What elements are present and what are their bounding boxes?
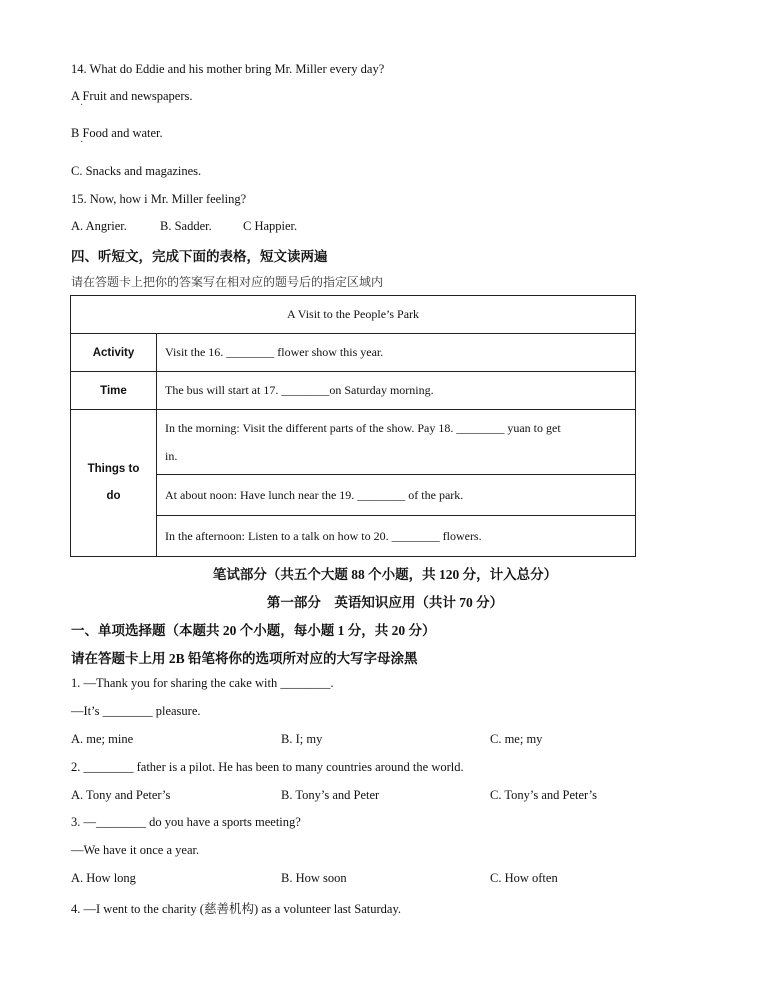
afternoon-text: In the afternoon: Listen to a talk on how to 20. ________ flowers.: [157, 516, 636, 557]
question-1-reply: —It’s ________ pleasure.: [71, 704, 201, 718]
table-title: A Visit to the People’s Park: [71, 296, 636, 334]
noon-text: At about noon: Have lunch near the 19. ________ of the park.: [157, 475, 636, 516]
question-15: 15. Now, how i Mr. Miller feeling?: [71, 192, 247, 206]
question-2-option-b: B. Tony’s and Peter: [281, 788, 380, 802]
question-3-reply: —We have it once a year.: [71, 843, 200, 857]
things-label-line-2: do: [106, 490, 121, 502]
things-to-do-label: [71, 410, 157, 557]
question-1-option-b: B. I; my: [281, 732, 323, 746]
question-15-option-a: A. Angrier.: [71, 219, 127, 233]
question-2-option-c: C. Tony’s and Peter’s: [490, 788, 597, 802]
question-1-option-c: C. me; my: [490, 732, 543, 746]
time-text: The bus will start at 17. ________on Saturday morning.: [157, 372, 636, 410]
things-label-line-1: Things to: [87, 463, 140, 475]
question-3-option-c: C. How often: [490, 871, 558, 885]
dot-mark: ·: [80, 100, 84, 111]
visit-table: [70, 295, 636, 557]
morning-text-2: in.: [165, 449, 178, 463]
part-1-title: 第一部分 英语知识应用（共计 70 分）: [266, 595, 504, 610]
section-1-heading: 一、单项选择题（本题共 20 个小题，每小题 1 分，共 20 分）: [71, 623, 436, 638]
morning-text-1: In the morning: Visit the different parts of the show. Pay 18. ________ yuan to get: [165, 421, 561, 435]
question-3-option-a: A. How long: [71, 871, 136, 885]
question-3: 3. —________ do you have a sports meeting?: [71, 815, 301, 829]
activity-label: Activity: [71, 334, 157, 372]
section-4-instruction: 请在答题卡上把你的答案写在相对应的题号后的指定区域内: [71, 275, 384, 289]
question-4: 4. —I went to the charity (慈善机构) as a volunteer last Saturday.: [71, 902, 402, 916]
written-part-title: 笔试部分（共五个大题 88 个小题，共 120 分，计入总分）: [212, 567, 558, 582]
question-15-option-c: C Happier.: [243, 219, 298, 233]
question-14-option-b: B Food and water.: [71, 126, 163, 140]
question-15-option-b: B. Sadder.: [160, 219, 212, 233]
activity-text: Visit the 16. ________ flower show this year.: [157, 334, 636, 372]
time-label: Time: [71, 372, 157, 410]
section-1-instruction: 请在答题卡上用 2B 铅笔将你的选项所对应的大写字母涂黑: [71, 651, 418, 666]
question-2-option-a: A. Tony and Peter’s: [71, 788, 171, 802]
section-4-heading: 四、听短文，完成下面的表格，短文读两遍: [71, 249, 328, 264]
question-3-option-b: B. How soon: [281, 871, 347, 885]
dot-mark: ·: [80, 137, 84, 148]
question-14: 14. What do Eddie and his mother bring Mr. Miller every day?: [71, 62, 385, 76]
question-14-option-a: A Fruit and newspapers.: [71, 89, 193, 103]
question-2: 2. ________ father is a pilot. He has been to many countries around the world.: [71, 760, 464, 774]
question-14-option-c: C. Snacks and magazines.: [71, 164, 202, 178]
morning-cell: [157, 410, 636, 475]
question-1: 1. —Thank you for sharing the cake with ________.: [71, 676, 334, 690]
question-1-option-a: A. me; mine: [71, 732, 134, 746]
